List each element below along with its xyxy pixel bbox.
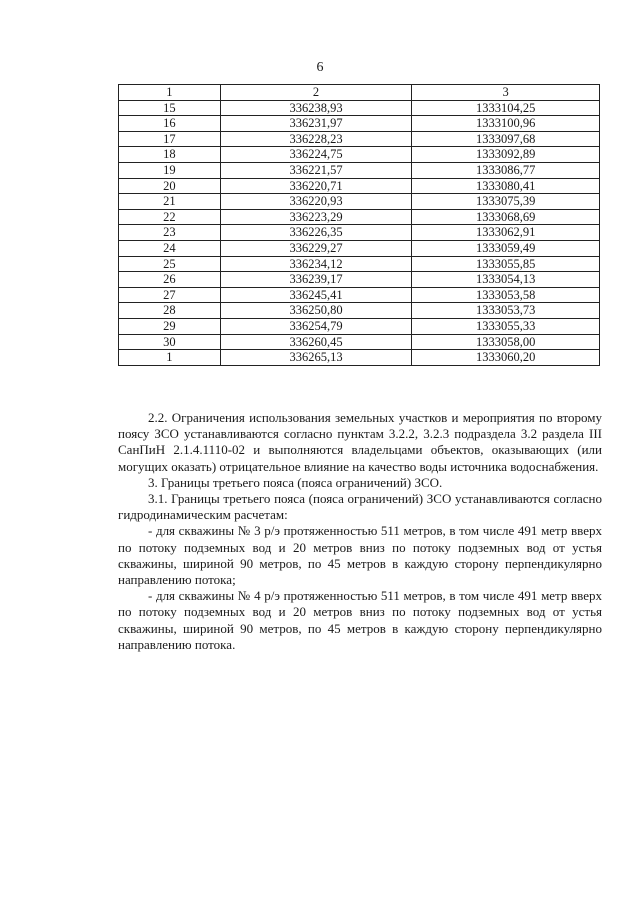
point-number-cell: 20 (119, 178, 221, 194)
x-coordinate-cell: 336220,93 (220, 194, 412, 210)
point-number-cell: 30 (119, 334, 221, 350)
x-coordinate-cell: 336234,12 (220, 256, 412, 272)
paragraph-zone3-heading: 3. Границы третьего пояса (пояса ограничений) ЗСО. (148, 474, 443, 490)
table-row (119, 287, 600, 303)
table-row (119, 225, 600, 241)
paragraph-well-4: - для скважины № 4 р/э протяженностью 511 метров, в том числе 491 метр вверх по потоку подземных вод и 20 метров вниз по потоку подземных вод от устья скважины, шириной 90 метров, по 45 метров в каждую сторону перпендикулярно направлению потока. (118, 588, 602, 652)
y-coordinate-cell: 1333092,89 (412, 147, 600, 163)
x-coordinate-cell: 336221,57 (220, 162, 412, 178)
point-number-cell: 16 (119, 116, 221, 132)
table-row (119, 178, 600, 194)
column-header: 3 (412, 85, 600, 101)
point-number-cell: 25 (119, 256, 221, 272)
x-coordinate-cell: 336228,23 (220, 131, 412, 147)
x-coordinate-cell: 336254,79 (220, 318, 412, 334)
x-coordinate-cell: 336238,93 (220, 100, 412, 116)
paragraph-well-3: - для скважины № 3 р/э протяженностью 511 метров, в том числе 491 метр вверх по потоку подземных вод и 20 метров вниз по потоку подземных вод от устья скважины, шириной 90 метров, по 45 метров в каждую сторону перпендикулярно направлению потока; (118, 523, 602, 588)
x-coordinate-cell: 336226,35 (220, 225, 412, 241)
y-coordinate-cell: 1333062,91 (412, 225, 600, 241)
point-number-cell: 27 (119, 287, 221, 303)
y-coordinate-cell: 1333058,00 (412, 334, 600, 350)
table-row (119, 272, 600, 288)
body-text (118, 410, 602, 653)
x-coordinate-cell: 336223,29 (220, 209, 412, 225)
y-coordinate-cell: 1333053,58 (412, 287, 600, 303)
point-number-cell: 18 (119, 147, 221, 163)
table-row (119, 147, 600, 163)
table-row (119, 209, 600, 225)
y-coordinate-cell: 1333055,33 (412, 318, 600, 334)
table-row (119, 256, 600, 272)
y-coordinate-cell: 1333060,20 (412, 350, 600, 366)
y-coordinate-cell: 1333059,49 (412, 240, 600, 256)
table-body (119, 100, 600, 365)
x-coordinate-cell: 336239,17 (220, 272, 412, 288)
paragraph-zone3-boundaries: 3.1. Границы третьего пояса (пояса ограничений) ЗСО устанавливаются согласно гидродинамическим расчетам: (118, 491, 602, 523)
y-coordinate-cell: 1333075,39 (412, 194, 600, 210)
y-coordinate-cell: 1333053,73 (412, 303, 600, 319)
y-coordinate-cell: 1333080,41 (412, 178, 600, 194)
point-number-cell: 21 (119, 194, 221, 210)
point-number-cell: 1 (119, 350, 221, 366)
table-row (119, 240, 600, 256)
point-number-cell: 15 (119, 100, 221, 116)
x-coordinate-cell: 336229,27 (220, 240, 412, 256)
column-header: 2 (220, 85, 412, 101)
table-header-row (119, 85, 600, 101)
point-number-cell: 19 (119, 162, 221, 178)
table-row (119, 131, 600, 147)
point-number-cell: 17 (119, 131, 221, 147)
point-number-cell: 28 (119, 303, 221, 319)
x-coordinate-cell: 336245,41 (220, 287, 412, 303)
x-coordinate-cell: 336224,75 (220, 147, 412, 163)
page-number: 6 (316, 60, 324, 75)
table-row (119, 303, 600, 319)
y-coordinate-cell: 1333068,69 (412, 209, 600, 225)
y-coordinate-cell: 1333086,77 (412, 162, 600, 178)
y-coordinate-cell: 1333104,25 (412, 100, 600, 116)
y-coordinate-cell: 1333054,13 (412, 272, 600, 288)
table-row (119, 318, 600, 334)
table-row (119, 334, 600, 350)
table-row (119, 194, 600, 210)
table-row (119, 350, 600, 366)
point-number-cell: 26 (119, 272, 221, 288)
point-number-cell: 22 (119, 209, 221, 225)
x-coordinate-cell: 336220,71 (220, 178, 412, 194)
x-coordinate-cell: 336260,45 (220, 334, 412, 350)
table-row (119, 116, 600, 132)
y-coordinate-cell: 1333097,68 (412, 131, 600, 147)
x-coordinate-cell: 336265,13 (220, 350, 412, 366)
table-row (119, 100, 600, 116)
x-coordinate-cell: 336250,80 (220, 303, 412, 319)
table-row (119, 162, 600, 178)
paragraph-restrictions-zone2: 2.2. Ограничения использования земельных участков и мероприятия по второму поясу ЗСО устанавливаются согласно пунктам 3.2.2, 3.2.3 подраздела 3.2 раздела III СанПиН 2.1.4.1110-02 и выполняются владельцами объектов, оказывающих (или могущих оказать) отрицательное влияние на качество воды источника водоснабжения. (118, 410, 602, 474)
point-number-cell: 23 (119, 225, 221, 241)
point-number-cell: 29 (119, 318, 221, 334)
x-coordinate-cell: 336231,97 (220, 116, 412, 132)
y-coordinate-cell: 1333055,85 (412, 256, 600, 272)
point-number-cell: 24 (119, 240, 221, 256)
column-header: 1 (119, 85, 221, 101)
y-coordinate-cell: 1333100,96 (412, 116, 600, 132)
coordinates-table (118, 84, 600, 366)
